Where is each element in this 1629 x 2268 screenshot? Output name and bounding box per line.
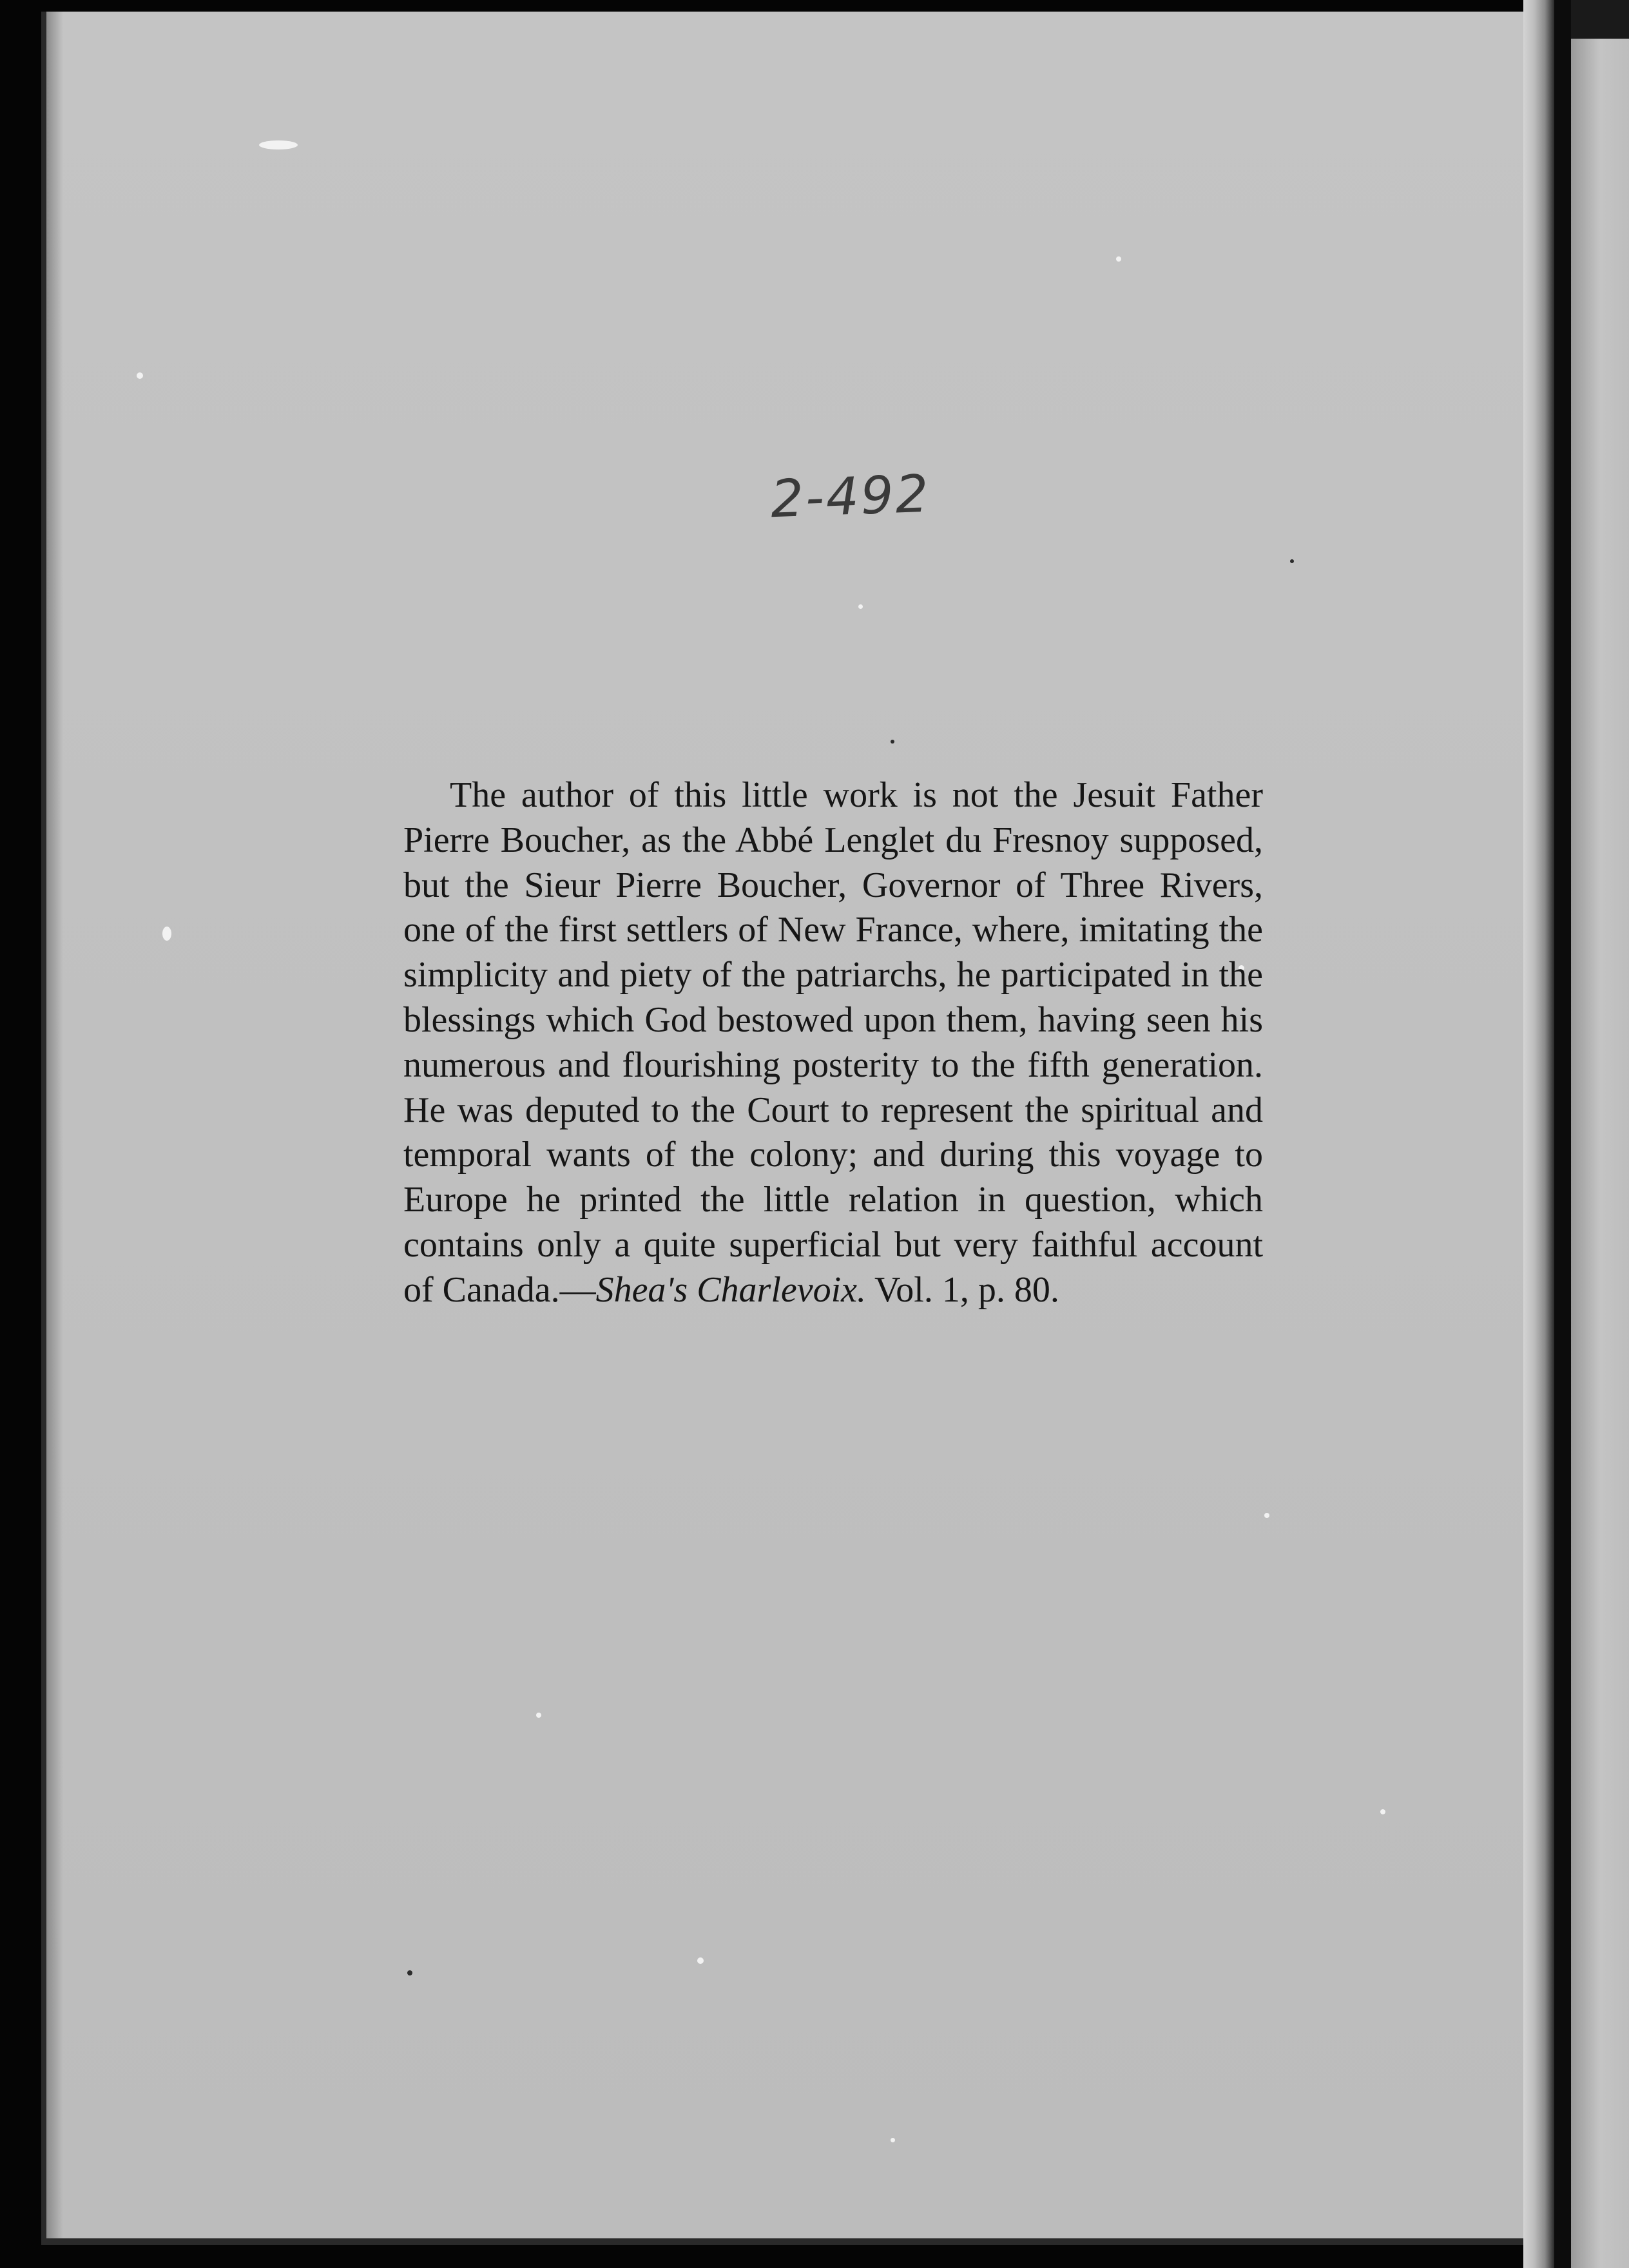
dust-speck: [891, 2138, 895, 2142]
dust-speck: [891, 740, 894, 744]
dust-speck: [162, 927, 171, 941]
book-gutter: [1523, 0, 1554, 2268]
gutter-shadow: [1554, 0, 1571, 2268]
note-dash: —: [559, 1269, 596, 1310]
dust-speck: [1116, 256, 1121, 262]
dust-speck: [536, 1713, 541, 1718]
dust-speck: [858, 604, 863, 609]
cover-board: [1571, 39, 1629, 2268]
dust-speck: [1290, 559, 1294, 563]
cover-edge: [1571, 0, 1629, 39]
note-body: The author of this little work is not the Jesuit Father Pierre Boucher, as the Abbé Lenglet du Fresnoy supposed, but the Sieur Pierre Boucher, Governor of Three Rivers, one of the first settlers of New France, where, imitating the simplicity and piety of the patriarchs, he participated in the blessings which God bestowed upon them, having seen his numerous and flourishing posterity to the fifth generation. He was deputed to the Court to represent the spiritual and temporal wants of the colony; and during this voyage to Europe he printed the little relation in question, which contains only a quite superficial but very faithful account of Canada.: [403, 775, 1263, 1310]
dust-speck: [697, 1957, 704, 1964]
dust-speck: [1380, 1809, 1385, 1814]
dust-speck: [259, 140, 298, 149]
dust-speck: [1264, 1513, 1269, 1518]
dust-speck: [137, 372, 143, 379]
handwritten-catalog-number: 2-492: [769, 463, 932, 530]
dust-speck: [407, 1970, 412, 1975]
note-source-title: Shea's Charlevoix.: [595, 1269, 867, 1310]
note-source-volume: Vol. 1, p. 80.: [874, 1269, 1059, 1310]
bibliographic-note: [403, 773, 1263, 1313]
